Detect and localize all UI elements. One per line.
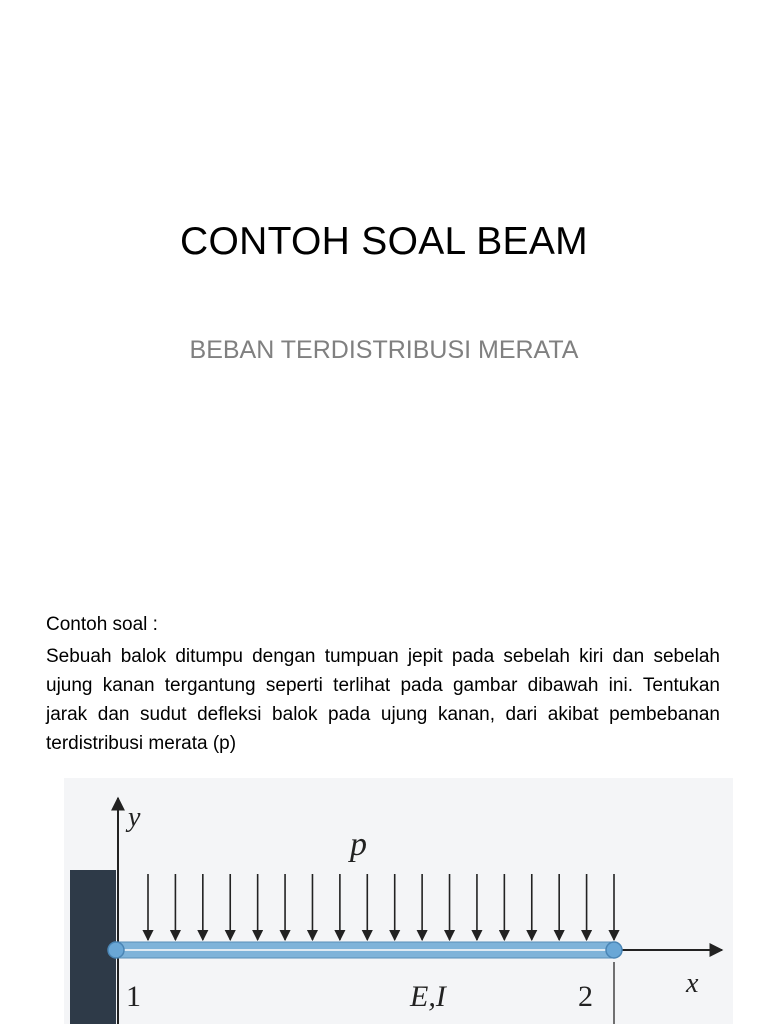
- page-title: CONTOH SOAL BEAM: [180, 220, 588, 263]
- page-subtitle: BEBAN TERDISTRIBUSI MERATA: [189, 336, 579, 364]
- distributed-load: [148, 874, 614, 940]
- problem-slide: [0, 576, 768, 1024]
- beam-diagram: [64, 778, 733, 1024]
- node-2: [606, 942, 622, 958]
- beam-figure: [64, 778, 733, 1024]
- node-1-label: 1: [126, 980, 141, 1013]
- x-axis-label: x: [686, 968, 699, 999]
- y-axis-label: y: [128, 802, 141, 833]
- beam-property-label: E,I: [410, 980, 446, 1013]
- problem-text: Sebuah balok ditumpu dengan tumpuan jepit pada sebelah kiri dan sebelah ujung kanan tergantung seperti terlihat pada gambar dibawah ini. Tentukan jarak dan sudut defleksi balok pada ujung kanan, dari akibat pembebanan terdistribusi merata (p): [46, 646, 720, 754]
- load-label: p: [350, 826, 367, 863]
- problem-label: Contoh soal :: [46, 614, 158, 635]
- node-1: [108, 942, 124, 958]
- node-2-label: 2: [578, 980, 593, 1013]
